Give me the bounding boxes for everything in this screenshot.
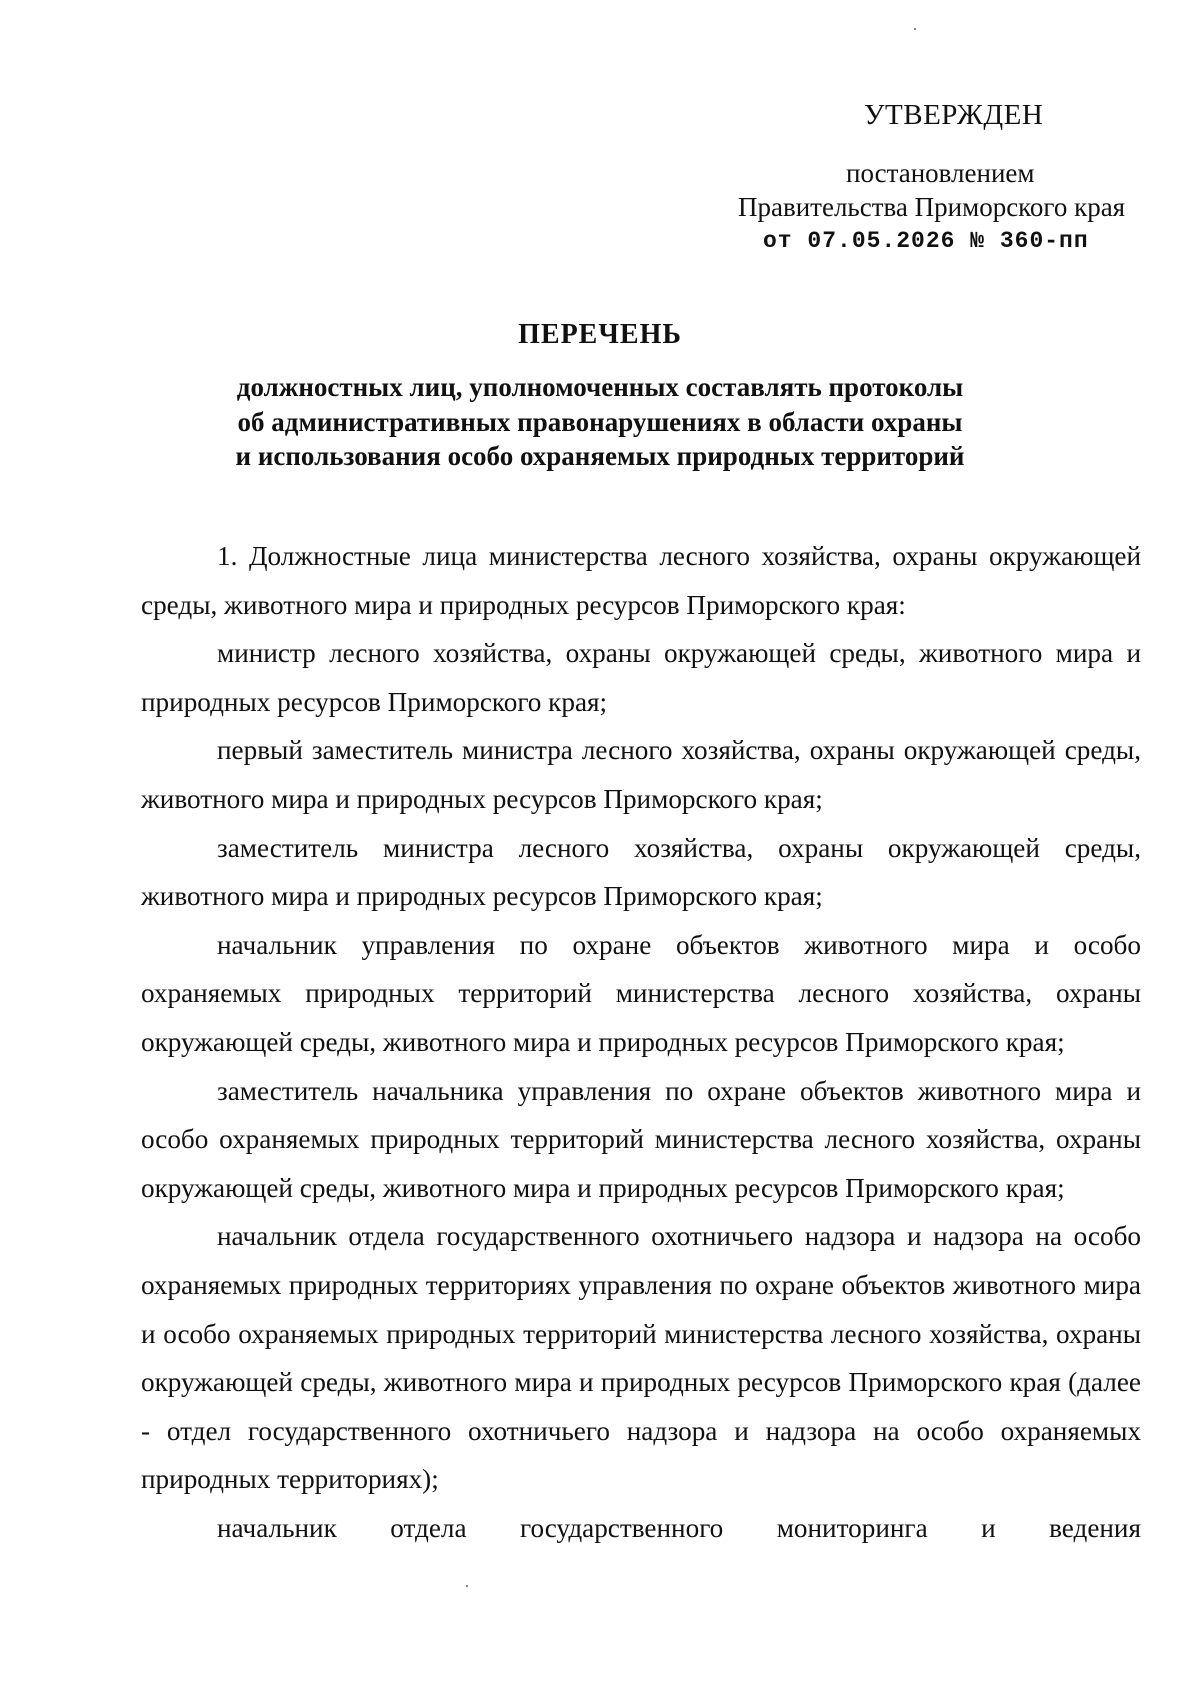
scan-speck [466,1585,468,1587]
body-paragraph: министр лесного хозяйства, охраны окружающей среды, животного мира и природных ресурсов Приморского края; [141,638,1141,717]
body-paragraph: 1. Должностные лица министерства лесного хозяйства, охраны окружающей среды, животного мира и природных ресурсов Приморского края: [141,541,1141,620]
subtitle-line: об административных правонарушениях в области охраны [237,406,963,437]
subtitle-line: должностных лиц, уполномоченных составлять протоколы [236,372,964,402]
approval-authority-line: Правительства Приморского края [738,192,1126,222]
body-paragraph: заместитель начальника управления по охране объектов животного мира и особо охраняемых природных территорий министерства лесного хозяйства, охраны окружающей среды, животного мира и природных ресурсов Приморского края; [141,1075,1141,1203]
body-paragraph: первый заместитель министра лесного хозяйства, охраны окружающей среды, животного мира и природных ресурсов Приморского края; [141,735,1141,814]
approval-title: УТВЕРЖДЕН [864,99,1044,131]
body-paragraph: начальник отдела государственного мониторинга и ведения [217,1512,1141,1543]
approval-date-number-stamp: от 07.05.2026 № 360-пп [763,228,1089,254]
body-paragraph: начальник отдела государственного охотничьего надзора и надзора на особо охраняемых природных территориях управления по охране объектов животного мира и особо охраняемых природных территорий министерства лесного хозяйства, охраны окружающей среды, животного мира и природных ресурсов Приморского края (далее - отдел государственного охотничьего надзора и надзора на особо охраняемых природных территориях); [141,1221,1141,1495]
document-subtitle [150,370,1050,474]
body-paragraph: заместитель министра лесного хозяйства, охраны окружающей среды, животного мира и природных ресурсов Приморского края; [141,832,1141,912]
approval-by-line: постановлением [846,158,1035,188]
subtitle-line: и использования особо охраняемых природных территорий [235,441,965,471]
document-body [141,532,1141,1552]
document-title: ПЕРЕЧЕНЬ [518,319,682,350]
approval-block [738,98,1178,256]
body-paragraph: начальник управления по охране объектов животного мира и особо охраняемых природных территорий министерства лесного хозяйства, охраны окружающей среды, животного мира и природных ресурсов Приморского края; [141,929,1141,1057]
scan-speck [914,28,916,30]
